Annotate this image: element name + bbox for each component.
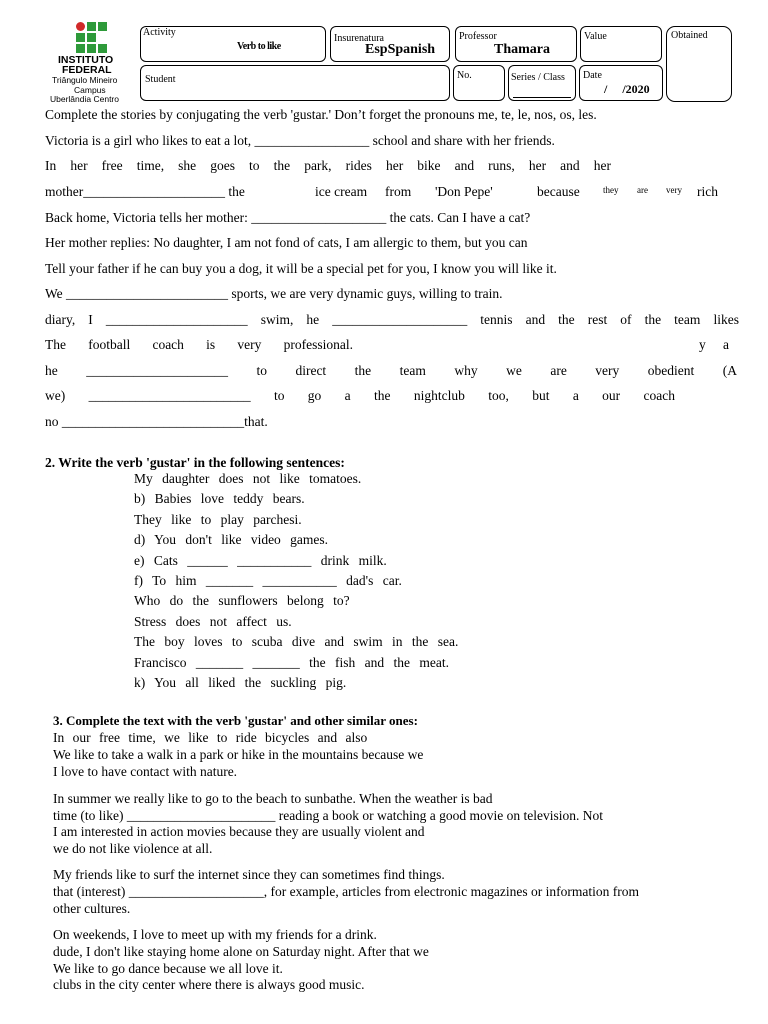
sentence-7: Who do the sunflowers belong to?	[134, 593, 350, 608]
number-box	[453, 65, 505, 101]
para2-line2: time (to like) ______________________ reading a book or watching a good movie on television. Not	[53, 808, 604, 823]
story-line-3-part-b: ice cream	[315, 184, 368, 199]
sentence-10: Francisco _______ _______ the fish and the meat.	[134, 655, 449, 670]
story-line-3-part-c: from	[385, 184, 412, 199]
story-line-8: diary, I _____________________ swim, he ____________________ tennis and the rest of the team likes	[45, 312, 739, 327]
story-line-3-part-e: because	[537, 184, 580, 199]
institute-logo	[48, 20, 136, 104]
story-line-9-part-c: a	[723, 337, 729, 352]
value-box	[580, 26, 662, 62]
logo-line2: FEDERAL	[62, 64, 112, 76]
para1-line1: In our free time, we like to ride bicycles and also	[53, 730, 368, 745]
obtained-label: Obtained	[671, 30, 708, 41]
para1-line3: I love to have contact with nature.	[53, 764, 238, 779]
story-line-3-part-i: rich	[697, 184, 718, 199]
story-line-12: no ___________________________that.	[45, 414, 268, 429]
section3-title: 3. Complete the text with the verb 'gustar' and other similar ones:	[53, 713, 418, 728]
value-label: Value	[584, 31, 607, 42]
course-label: Insurenatura	[334, 33, 384, 44]
sentence-8: Stress does not affect us.	[134, 614, 292, 629]
professor-label: Professor	[459, 31, 497, 42]
para2-line1: In summer we really like to go to the beach to sunbathe. When the weather is bad	[53, 791, 493, 806]
story-line-9	[45, 336, 739, 354]
para2-line3: I am interested in action movies because they are usually violent and	[53, 824, 425, 839]
story-line-9-part-a: The football coach is very professional.	[45, 337, 353, 352]
date-label: Date	[583, 70, 602, 81]
logo-line4: Campus	[74, 85, 106, 95]
series-label: Series / Class	[511, 72, 565, 83]
sentence-2: b) Babies love teddy bears.	[134, 491, 305, 506]
section1-intro: Complete the stories by conjugating the verb 'gustar.' Don’t forget the pronouns me, te, le, nos, os, les.	[45, 107, 597, 122]
story-line-3-part-h: very	[666, 185, 682, 195]
activity-box	[140, 26, 326, 62]
section2-title: 2. Write the verb 'gustar' in the following sentences:	[45, 455, 345, 470]
para4-line1: On weekends, I love to meet up with my friends for a drink.	[53, 927, 377, 942]
story-line-11: we) ________________________ to go a the nightclub too, but a our coach	[45, 388, 675, 403]
sentence-5: e) Cats ______ ___________ drink milk.	[134, 553, 387, 568]
story-line-6: Tell your father if he can buy you a dog, it will be a special pet for you, I know you will like it.	[45, 261, 557, 276]
series-box	[508, 65, 576, 101]
activity-label: Activity	[143, 27, 176, 38]
para3-line2: that (interest) ____________________, for example, articles from electronic magazines or information from	[53, 884, 639, 899]
logo-line1: INSTITUTO	[58, 54, 114, 66]
story-line-3	[45, 183, 739, 201]
sentence-9: The boy loves to scuba dive and swim in the sea.	[134, 634, 459, 649]
sentence-3: They like to play parchesi.	[134, 512, 302, 527]
logo-line3: Triângulo Mineiro	[52, 75, 118, 85]
para3-line3: other cultures.	[53, 901, 131, 916]
professor-box	[455, 26, 577, 62]
story-line-2: In her free time, she goes to the park, rides her bike and runs, her and her	[45, 158, 611, 173]
activity-value: Verb to like	[237, 41, 281, 52]
course-box	[330, 26, 450, 62]
story-line-10: he _____________________ to direct the team why we are very obedient (A	[45, 363, 737, 378]
story-line-3-part-d: 'Don Pepe'	[435, 184, 493, 199]
sentence-6: f) To him _______ ___________ dad's car.	[134, 573, 402, 588]
story-line-7: We ________________________ sports, we are very dynamic guys, willing to train.	[45, 286, 503, 301]
logo-line5: Uberlândia Centro	[50, 94, 119, 104]
story-line-9-part-b: y	[699, 337, 706, 352]
para1-line2: We like to take a walk in a park or hike in the mountains because we	[53, 747, 424, 762]
date-box	[579, 65, 663, 101]
para4-line4: clubs in the city center where there is always good music.	[53, 977, 365, 992]
story-line-5: Her mother replies: No daughter, I am not fond of cats, I am allergic to them, but you can	[45, 235, 528, 250]
student-label: Student	[145, 74, 176, 85]
obtained-box	[666, 26, 732, 102]
sentence-11: k) You all liked the suckling pig.	[134, 675, 347, 690]
para4-line3: We like to go dance because we all love it.	[53, 961, 283, 976]
para3-line1: My friends like to surf the internet since they can sometimes find things.	[53, 867, 445, 882]
story-line-3-part-a: mother_____________________ the	[45, 184, 245, 199]
sentence-4: d) You don't like video games.	[134, 532, 329, 547]
course-value: EspSpanish	[365, 42, 436, 57]
logo-grid-icon	[76, 22, 106, 52]
story-line-3-part-f: they	[603, 185, 619, 195]
story-line-4: Back home, Victoria tells her mother: ____________________ the cats. Can I have a cat?	[45, 210, 531, 225]
para4-line2: dude, I don't like staying home alone on Saturday night. After that we	[53, 944, 429, 959]
date-value: / /2020	[604, 82, 650, 96]
story-line-1: Victoria is a girl who likes to eat a lot, _________________ school and share with her friends.	[45, 133, 555, 148]
professor-value: Thamara	[494, 42, 550, 57]
student-box	[140, 65, 450, 101]
sentence-1: My daughter does not like tomatoes.	[134, 471, 362, 486]
number-label: No.	[457, 70, 472, 81]
series-underline	[513, 97, 571, 98]
para2-line4: we do not like violence at all.	[53, 841, 213, 856]
story-line-3-part-g: are	[637, 185, 648, 195]
